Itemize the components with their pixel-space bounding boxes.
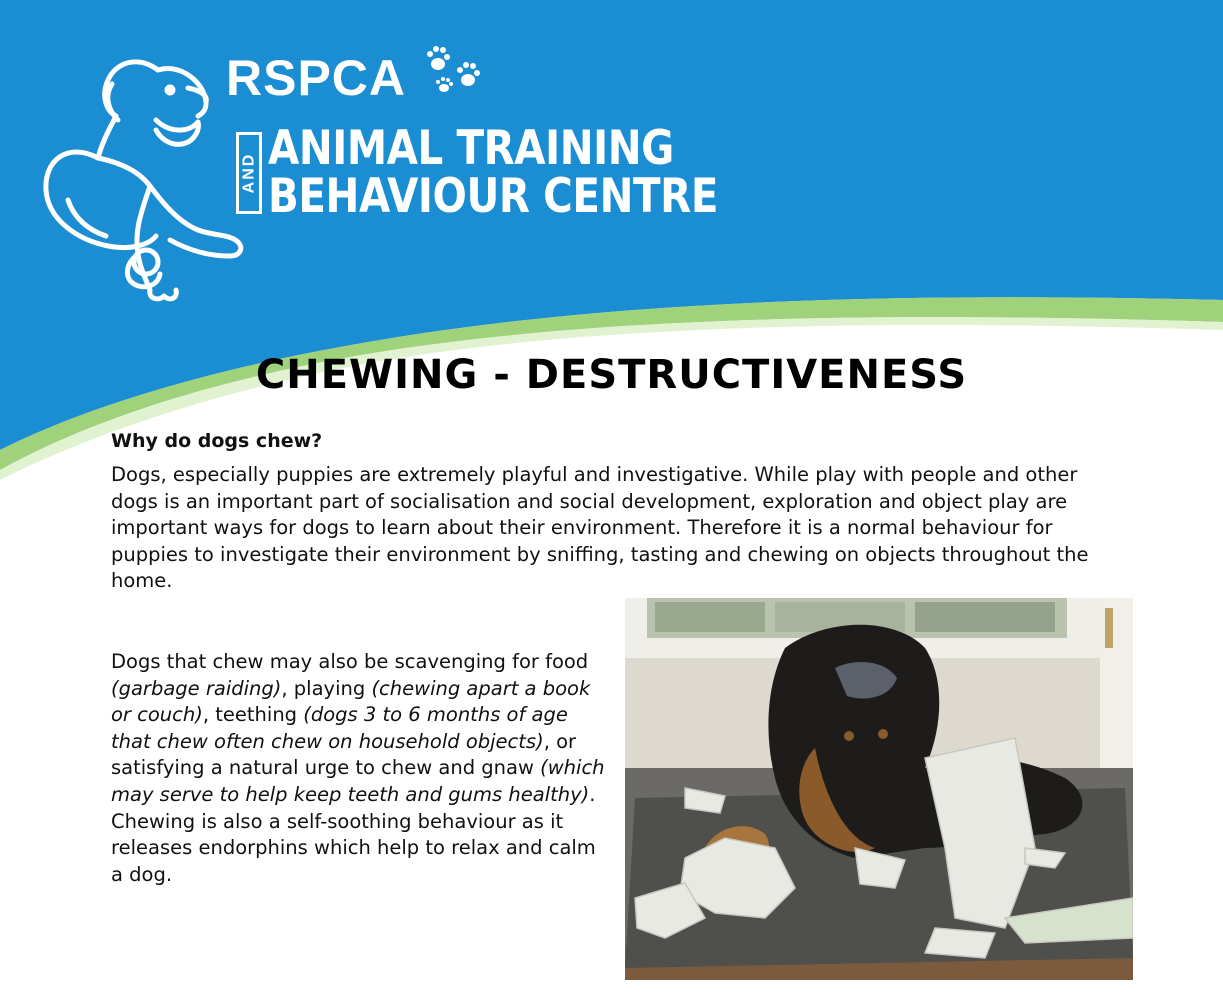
text-span: Dogs that chew may also be scavenging for food [111, 650, 589, 673]
dog-chewing-photo [625, 598, 1133, 980]
italic-span: (garbage raiding) [111, 676, 282, 700]
brand-line-animal-training: ANIMAL TRAINING [268, 121, 674, 176]
text-span: , teething [202, 703, 304, 727]
italic-span: (chewing apart a book or couch) [111, 676, 591, 727]
reasons-paragraph [111, 649, 611, 888]
page-title: CHEWING - DESTRUCTIVENESS [255, 352, 968, 398]
text-span: . Chewing is also a self-soothing behaviour as it releases endorphins which help to relax and calm a dog. [111, 782, 596, 886]
brand-line-behaviour-centre: BEHAVIOUR CENTRE [268, 169, 719, 224]
italic-span: (dogs 3 to 6 months of age that chew often chew on household objects) [111, 703, 568, 753]
italic-span: (which may serve to help keep teeth and gums healthy) [111, 756, 605, 806]
and-word: AND [240, 152, 258, 194]
brand-name: RSPCA [226, 50, 407, 106]
section-heading: Why do dogs chew? [111, 430, 323, 452]
text-span: , or satisfying a natural urge to chew and gnaw [111, 729, 577, 780]
intro-paragraph: Dogs, especially puppies are extremely playful and investigative. While play with people and other dogs is an important part of socialisation and social development, exploration and object play are important ways for dogs to learn about their environment. Therefore it is a normal behaviour for puppies to investigate their environment by sniffing, tasting and chewing on objects throughout the home. [111, 463, 1089, 592]
text-span: , playing [281, 676, 372, 700]
and-badge [236, 132, 262, 214]
paw-prints-icon [424, 42, 494, 98]
